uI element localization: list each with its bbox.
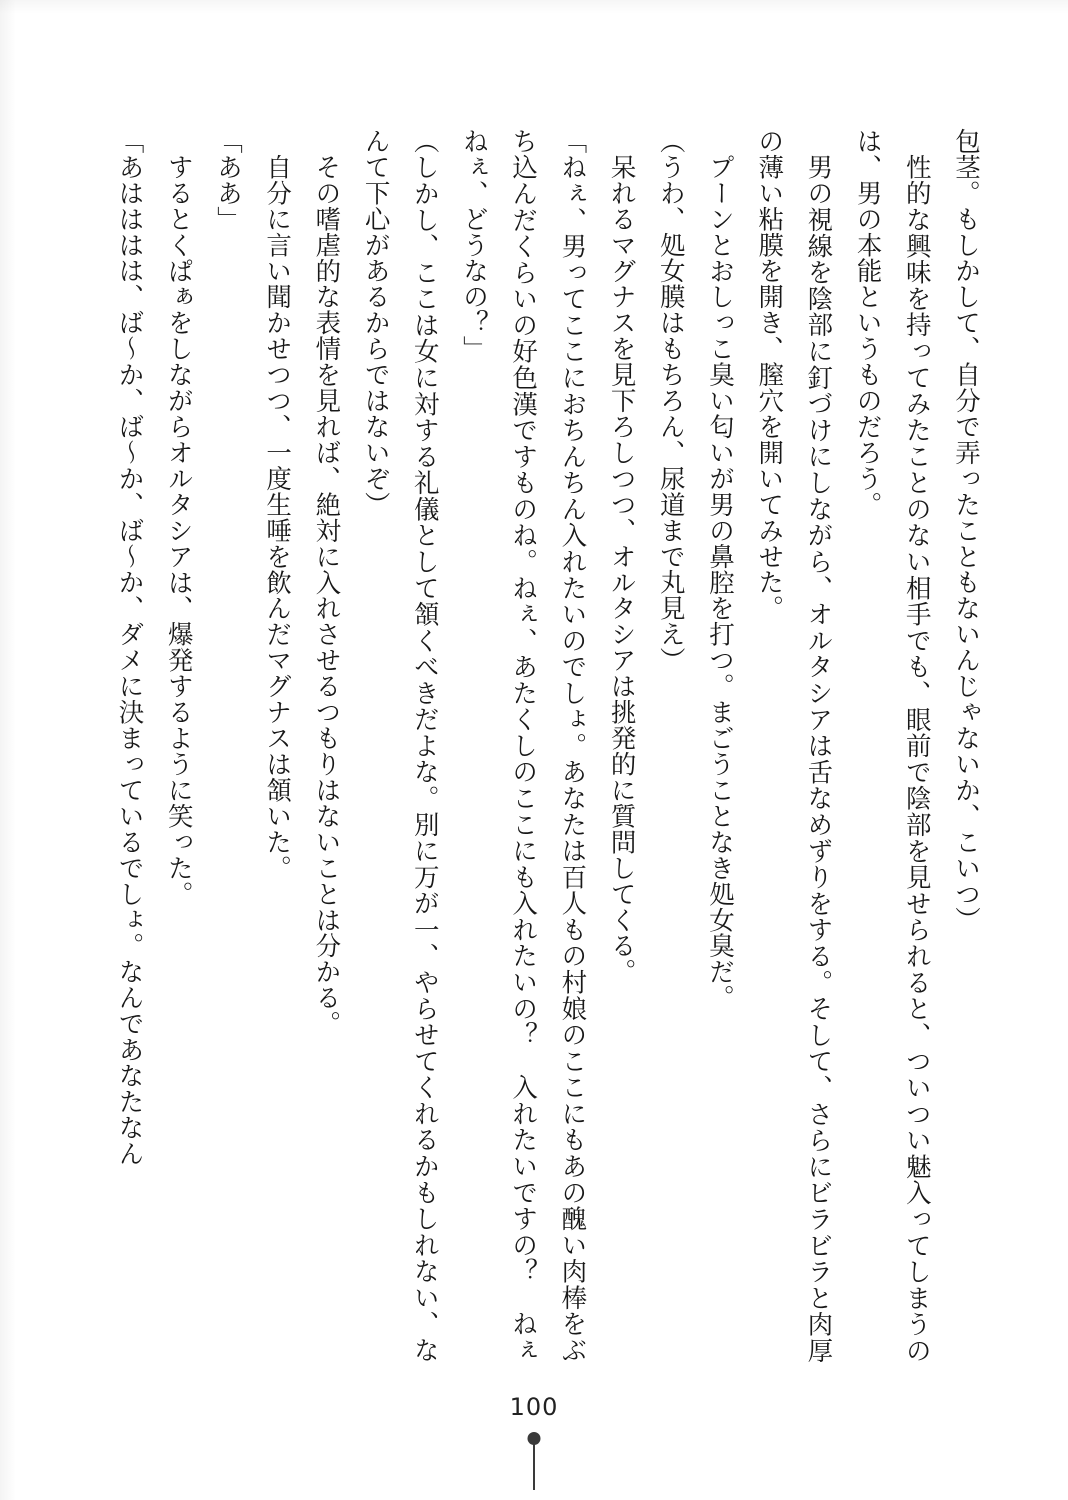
paragraph: その嗜虐的な表情を見れば、絶対に入れさせるつもりはないことは分かる。	[311, 153, 342, 1037]
ornament-stem-icon	[533, 1444, 535, 1490]
paragraph: 呆れるマグナスを見下ろしつつ、オルタシアは挑発的に質問してくる。	[606, 153, 637, 985]
page-left-shading	[0, 0, 16, 1500]
page-number: 100	[509, 1393, 559, 1421]
paragraph: するとくぱぁをしながらオルタシアは、爆発するように笑った。	[163, 153, 194, 907]
paragraph: （うわ、処女膜はもちろん、尿道まで丸見え）	[655, 128, 686, 674]
paragraph: （しかし、ここは女に対する礼儀として頷くべきだよな。別に万が一、やらせてくれるかもしれない、なんて下心があるからではないぞ）	[360, 128, 440, 1363]
paragraph: 包茎。もしかして、自分で弄ったこともないんじゃないか、こいつ）	[951, 128, 981, 933]
paragraph: 性的な興味を持ってみたことのない相手でも、眼前で陰部を見せられると、ついつい魅入ってしまうのは、男の本能というものだろう。	[852, 128, 932, 1363]
paragraph: 「あはははは、ば〜か、ば〜か、ば〜か、ダメに決まっているでしょ。なんであなたなん	[114, 128, 145, 1167]
page-text-body	[114, 128, 990, 1363]
paragraph: 「ねぇ、男ってここにおちんちん入れたいのでしょ。あなたは百人もの村娘のここにもあの醜い肉棒をぶち込んだくらいの好色漢ですものね。ねぇ、あたくしのここにも入れたいの？ 入れたいですの？ ねぇねぇ、どうなの？」	[458, 128, 588, 1363]
paragraph: 自分に言い聞かせつつ、一度生唾を飲んだマグナスは頷いた。	[262, 153, 293, 881]
paragraph: プーンとおしっこ臭い匂いが男の鼻腔を打つ。まごうことなき処女臭だ。	[704, 153, 735, 1011]
page-bottom-ornament	[522, 1432, 546, 1490]
paragraph: 男の視線を陰部に釘づけにしながら、オルタシアは舌なめずりをする。そして、さらにビラビラと肉厚の薄い粘膜を開き、膣穴を開いてみせた。	[754, 128, 834, 1363]
paragraph: 「ああ」	[212, 128, 243, 232]
page-top-shading	[0, 0, 1068, 14]
